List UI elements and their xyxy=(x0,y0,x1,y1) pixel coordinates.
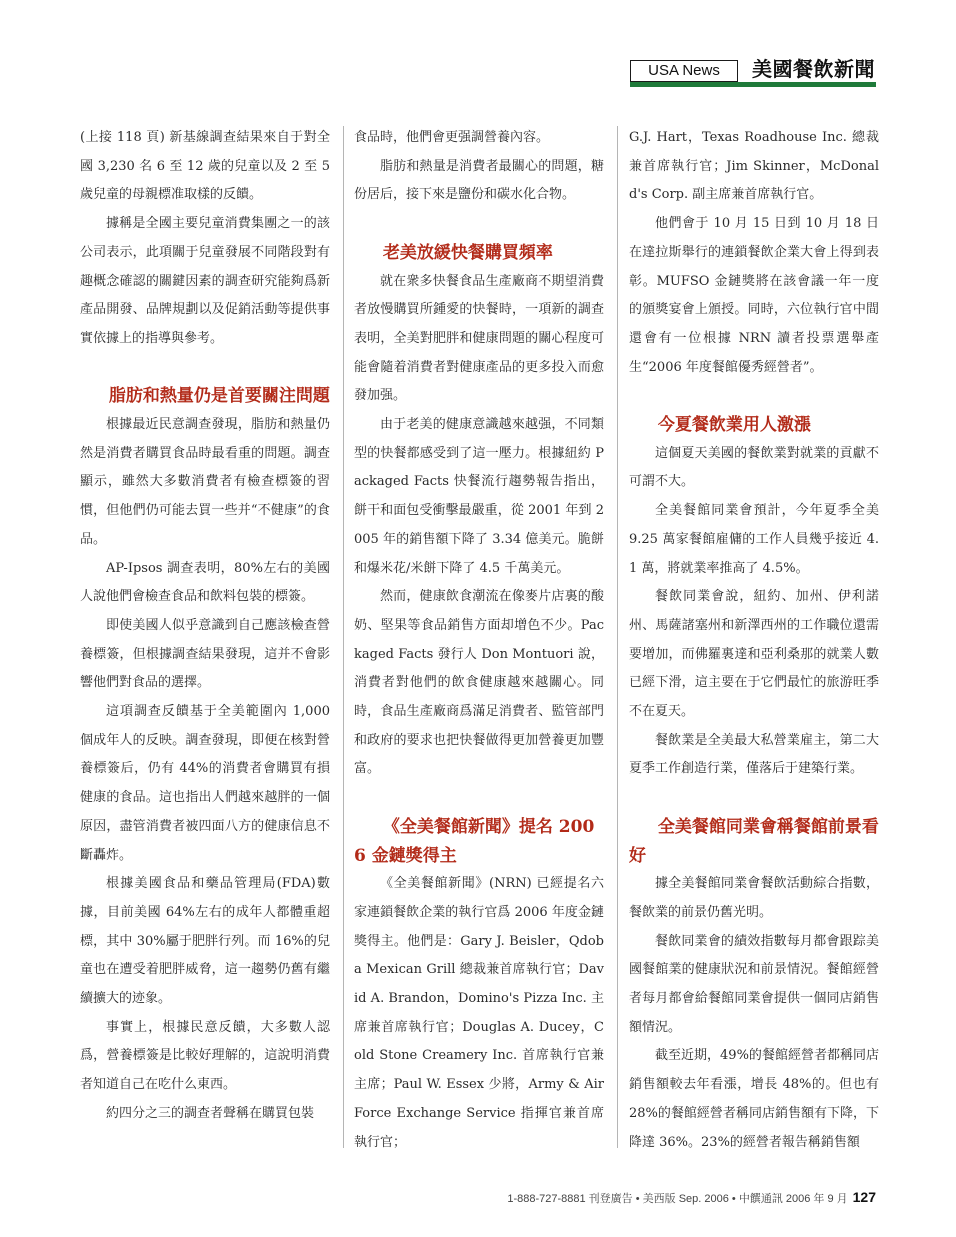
paragraph: 事實上，根據民意反饋，大多數人認爲，營養標簽是比較好理解的，這說明消費者知道自己在吃什么東西。 xyxy=(80,1019,330,1093)
page-footer xyxy=(507,1189,876,1206)
paragraph: 據全美餐館同業會餐飲活動綜合指數，餐飲業的前景仍舊光明。 xyxy=(629,876,879,920)
paragraph: 根據美國食品和藥品管理局(FDA)數據，目前美國 64%左右的成年人都體重超標，其中 30%屬于肥胖行列。而 16%的兒童也在遭受着肥胖威脅，這一趨勢仍舊有繼續擴大的迹象。 xyxy=(80,876,330,1007)
column-divider xyxy=(343,126,344,1148)
paragraph: 全美餐館同業會預計，今年夏季全美 9.25 萬家餐館雇傭的工作人員幾乎接近 4.1 萬，將就業率推高了 4.5%。 xyxy=(629,503,879,576)
paragraph: 即使美國人似乎意識到自己應該檢查營養標簽，但根據調查結果發現，這并不會影響他們對食品的選擇。 xyxy=(80,617,330,691)
usa-news-label: USA News xyxy=(630,60,738,82)
paragraph: 約四分之三的調查者聲稱在購買包裝 xyxy=(106,1105,315,1121)
paragraph: 然而，健康飲食潮流在像麥片店裏的酸奶、堅果等食品銷售方面却增色不少。Packaged Facts 發行人 Don Montuori 說，消費者對他們的飲食健康越來越關心。同時，食品生產廠商爲滿足消費者、監管部門和政府的要求也把快餐做得更加營養更加豐富。 xyxy=(354,589,604,777)
paragraph: 餐飲同業會的績效指數每月都會跟踪美國餐館業的健康狀況和前景情況。餐館經營者每月都會給餐館同業會提供一個同店銷售額情況。 xyxy=(629,933,879,1035)
headline: 《全美餐館新聞》提名 2006 金鏈獎得主 xyxy=(354,816,595,866)
masthead xyxy=(630,58,876,88)
paragraph: 餐飲同業會說，紐約、加州、伊利諾州、馬薩諸塞州和新澤西州的工作職位還需要增加，而佛羅裏達和亞利桑那的就業人數已經下滑，這主要在于它們最忙的旅游旺季不在夏天。 xyxy=(629,589,879,720)
paragraph: 截至近期，49%的餐館經營者都稱同店銷售額較去年看漲，增長 48%的。但也有 28%的餐館經營者稱同店銷售額有下降，下降達 36%。23%的經營者報告稱銷售額 xyxy=(629,1048,879,1150)
footer-text: 1-888-727-8881 刊登廣告 • 美西版 Sep. 2006 • 中饌通訊 2006 年 9 月 xyxy=(507,1193,848,1205)
paragraph: 由于老美的健康意識越來越强，不同類型的快餐都感受到了這一壓力。根據紐約 Packaged Facts 快餐流行趨勢報告指出，餅干和面包受衝擊最嚴重，從 2001 年到 2005 年的銷售額下降了 3.34 億美元。脆餅和爆米花/米餅下降了 4.5 千萬美元。 xyxy=(354,417,604,576)
headline: 全美餐館同業會稱餐館前景看好 xyxy=(629,816,879,866)
headline: 脂肪和熱量仍是首要關注問題 xyxy=(108,386,330,407)
paragraph: 根據最近民意調查發現，脂肪和熱量仍然是消費者購買食品時最看重的問題。調查顯示，雖然大多數消費者有檢查標簽的習慣，但他們仍可能去買一些并“不健康”的食品。 xyxy=(80,417,330,547)
paragraph: 這項調查反饋基于全美範圍內 1,000 個成年人的反映。調查發現，即便在核對營養標簽后，仍有 44%的消費者會購買有損健康的食品。這也指出人們越來越胖的一個原因，盡管消費者被四面八方的健康信息不斷轟炸。 xyxy=(80,704,330,863)
column-divider xyxy=(617,126,618,1148)
paragraph: 就在衆多快餐食品生產廠商不期望消費者放慢購買所鍾愛的快餐時，一項新的調查表明，全美對肥胖和健康問題的關心程度可能會隨着消費者對健康產品的更多投入而愈發加强。 xyxy=(354,273,604,404)
paragraph: G.J. Hart，Texas Roadhouse Inc. 總裁兼首席執行官；Jim Skinner，McDonald's Corp. 副主席兼首席執行官。 xyxy=(629,130,879,203)
paragraph: 據稱是全國主要兒童消費集團之一的該公司表示，此項關于兒童發展不同階段對有趣概念確認的關鍵因素的調查研究能夠爲新產品開發、品牌規劃以及促銷活動等提供事實依據上的指導與參考。 xyxy=(80,216,330,346)
masthead-rule xyxy=(630,82,876,87)
headline: 老美放緩快餐購買頻率 xyxy=(382,242,553,263)
paragraph: 食品時，他們會更强調營養內容。 xyxy=(354,130,550,145)
paragraph: (上接 118 頁) 新基線調查結果來自于對全國 3,230 名 6 至 12 歲的兒童以及 2 至 5 歲兒童的母親標准取樣的反饋。 xyxy=(80,130,330,203)
section-title: 美國餐飲新聞 xyxy=(752,57,875,81)
page-number: 127 xyxy=(852,1189,876,1205)
article-column-3 xyxy=(629,124,879,1157)
article-column-2 xyxy=(354,124,604,1157)
paragraph: 他們會于 10 月 15 日到 10 月 18 日在達拉斯舉行的連鎖餐飲企業大會上得到表彰。MUFSO 金鏈獎將在該會議一年一度的頒獎宴會上頒授。同時，六位執行官中間還會有一位根據 NRN 讀者投票選舉產生“2006 年度餐館優秀經營者”。 xyxy=(629,216,879,375)
paragraph: AP-Ipsos 調查表明，80%左右的美國人說他們會檢查食品和飲料包裝的標簽。 xyxy=(80,560,330,605)
article-column-1 xyxy=(80,124,330,1129)
paragraph: 脂肪和熱量是消費者最關心的問題，糖份居后，接下來是鹽份和碳水化合物。 xyxy=(354,158,604,203)
paragraph: 《全美餐館新聞》(NRN) 已經提名六家連鎖餐飲企業的執行官爲 2006 年度金鏈獎得主。他們是：Gary J. Beisler，Qdoba Mexican Grill 總裁兼首席執行官；David A. Brandon，Domino's Pizza Inc. 主席兼首席執行官；Douglas A. Ducey，Cold Stone Creamery Inc. 首席執行官兼主席；Paul W. Essex 少將，Army & Air Force Exchange Service 指揮官兼首席執行官； xyxy=(354,876,604,1150)
headline: 今夏餐飲業用人激漲 xyxy=(657,415,811,436)
paragraph: 餐飲業是全美最大私營業雇主，第二大夏季工作創造行業，僅落后于建築行業。 xyxy=(629,732,879,777)
paragraph: 這個夏天美國的餐飲業對就業的貢獻不可謂不大。 xyxy=(629,445,879,490)
